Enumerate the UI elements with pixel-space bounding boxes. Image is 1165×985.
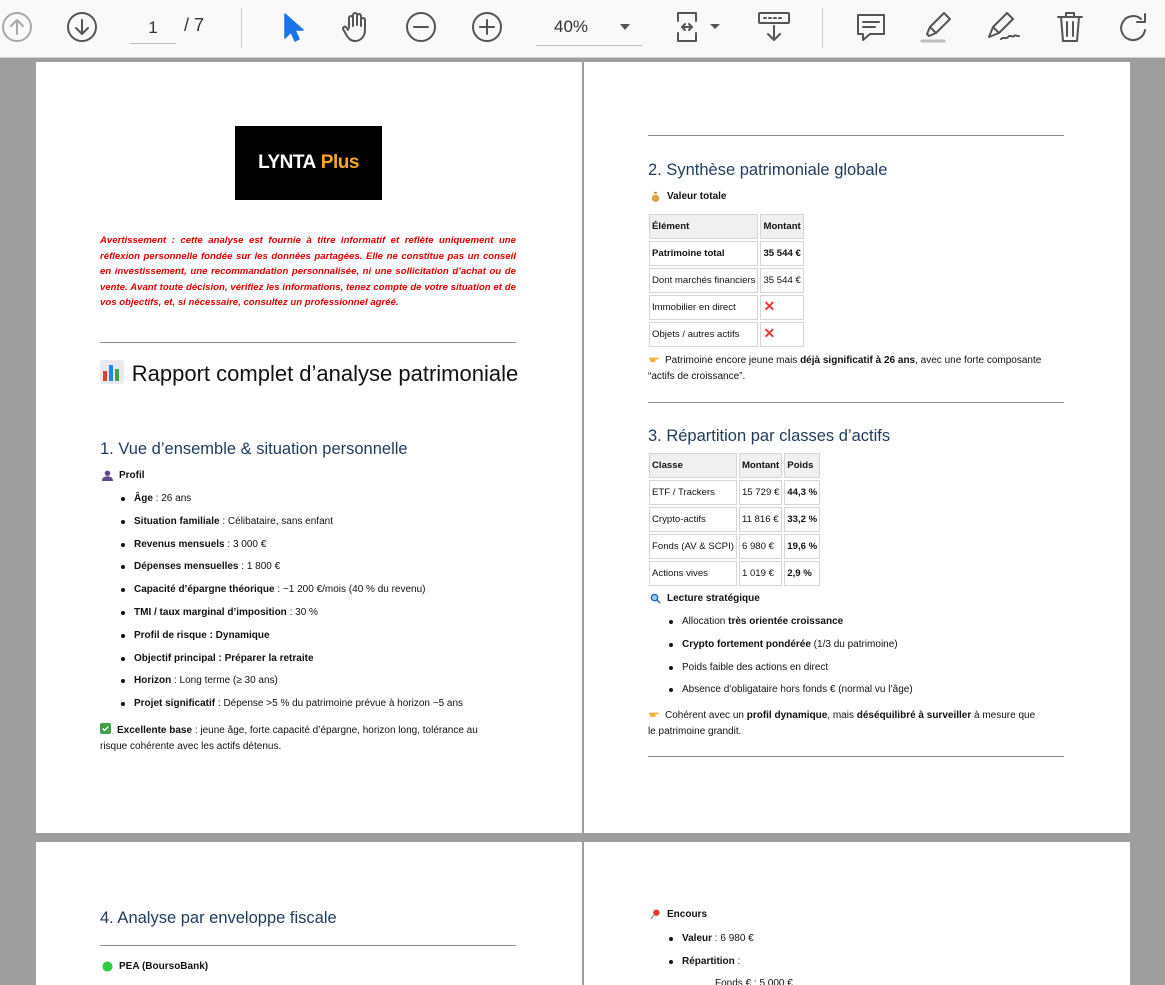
pointing-hand-icon	[648, 708, 659, 719]
table-cell	[760, 322, 803, 347]
highlighter-icon	[918, 9, 954, 45]
table-header-cell: Classe	[649, 453, 737, 478]
pea-subheading	[102, 961, 208, 972]
profil-item-label: Âge	[134, 493, 153, 504]
pdf-page-4	[584, 842, 1130, 985]
table-row	[649, 561, 820, 586]
hand-icon	[338, 9, 374, 45]
lecture-item-bold: Crypto fortement pondérée	[682, 638, 811, 650]
conclusion-text-line2: risque cohérente avec les actifs détenus.	[100, 740, 282, 752]
chevron-down-icon	[620, 24, 630, 30]
comment-button[interactable]	[853, 6, 889, 48]
table-cell: Dont marchés financiers	[649, 268, 758, 293]
item-label: Valeur	[682, 933, 713, 944]
comment-icon	[854, 10, 888, 44]
lecture-item-bold: très orientée croissance	[728, 616, 844, 627]
note-text-line2: le patrimoine grandit.	[648, 725, 742, 737]
table-row	[649, 534, 820, 559]
table-cell: 35 544 €	[760, 268, 803, 293]
green-circle-icon	[102, 961, 113, 972]
profil-item-value: : Long terme (≥ 30 ans)	[171, 675, 278, 687]
magnifier-icon	[650, 593, 661, 604]
profil-conclusion	[100, 723, 520, 754]
table-cell: 35 544 €	[760, 241, 803, 266]
table-cell: ETF / Trackers	[649, 480, 737, 505]
profil-subheading	[102, 470, 145, 481]
table-row	[649, 241, 804, 266]
table-row	[649, 295, 804, 320]
item-label: Répartition	[682, 956, 735, 967]
table-cell: 2,9 %	[784, 561, 820, 586]
encours-item-repartition	[682, 956, 740, 967]
table-cell: Immobilier en direct	[649, 295, 758, 320]
zoom-out-button[interactable]	[403, 6, 439, 48]
profil-item	[134, 516, 333, 527]
zoom-in-button[interactable]	[469, 6, 505, 48]
table-cell: Crypto-actifs	[649, 507, 737, 532]
valeur-note	[648, 353, 1068, 384]
profil-item-value: : Célibataire, sans enfant	[219, 515, 333, 527]
user-icon	[102, 470, 113, 481]
disclaimer-text: Avertissement : cette analyse est fournie à titre informatif et reflète uniquement une réflexion personnelle fondée sur les données partagées. Elle ne constitue pas un conseil en investissement, une recommandation personnalisée, ni une sollicitation d’achat ou de vente. Avant toute décision, vérifiez les informations, tenez compte de votre situation et de vos objectifs, et, si nécessaire, consultez un professionnel agréé.	[100, 235, 516, 308]
note-text: Cohérent avec un	[665, 710, 747, 721]
arrow-down-circle-icon	[66, 11, 98, 43]
divider	[648, 402, 1064, 403]
profil-item	[134, 630, 270, 641]
next-page-button[interactable]	[64, 6, 100, 48]
pea-label: PEA (BoursoBank)	[119, 961, 209, 972]
bar-chart-icon	[100, 360, 124, 384]
valeur-label: Valeur totale	[667, 191, 727, 202]
lynta-plus-logo	[235, 126, 382, 200]
encours-subheading	[650, 909, 707, 920]
divider	[648, 135, 1064, 136]
section-4-heading: 4. Analyse par enveloppe fiscale	[100, 909, 337, 927]
lecture-item	[682, 616, 843, 627]
scroll-mode-button[interactable]	[755, 6, 793, 48]
pushpin-icon	[650, 909, 661, 920]
trash-icon	[1054, 9, 1086, 45]
profil-item-label: Profil de risque : Dynamique	[134, 629, 270, 641]
profil-item-value: : Dépense >5 % du patrimoine prévue à horizon ~5 ans	[215, 698, 464, 710]
table-cell: 44,3 %	[784, 480, 820, 505]
table-cell: Actions vives	[649, 561, 737, 586]
table-row	[649, 268, 804, 293]
profil-item-label: Objectif principal : Préparer la retraite	[134, 652, 314, 664]
document-title	[96, 358, 522, 390]
note-bold: déséquilibré à surveiller	[856, 710, 972, 721]
zoom-value: 40%	[554, 16, 589, 36]
highlight-button[interactable]	[917, 6, 955, 48]
profil-item-label: Horizon	[134, 675, 172, 687]
table-cell: 6 980 €	[739, 534, 782, 559]
lecture-item-text: Poids faible des actions en direct	[682, 661, 829, 673]
page-scroll-icon	[756, 9, 792, 45]
profil-item	[134, 539, 266, 550]
table-cell: 15 729 €	[739, 480, 782, 505]
profil-label: Profil	[119, 470, 145, 481]
divider	[648, 756, 1064, 757]
profil-item-label: Dépenses mensuelles	[134, 561, 239, 573]
select-tool-button[interactable]	[274, 6, 308, 48]
profil-item-label: Capacité d’épargne théorique	[134, 584, 275, 596]
profil-item-label: Revenus mensuels	[134, 538, 225, 550]
page-total: / 7	[184, 15, 205, 35]
redo-icon	[1117, 10, 1151, 44]
lecture-item-text: Absence d’obligataire hors fonds € (normal vu l’âge)	[682, 684, 913, 696]
table-row	[649, 507, 820, 532]
pdf-page-2	[584, 62, 1130, 833]
page-number-input[interactable]	[130, 12, 176, 44]
table-cell: 11 816 €	[739, 507, 782, 532]
plus-circle-icon	[471, 11, 503, 43]
section-3-heading: 3. Répartition par classes d’actifs	[648, 427, 891, 445]
note-text: , mais	[827, 710, 857, 721]
item-value: : 6 980 €	[712, 933, 754, 944]
redo-button[interactable]	[1116, 6, 1152, 48]
lecture-item	[682, 684, 913, 695]
pointing-hand-icon	[648, 353, 659, 364]
item-value: :	[734, 956, 741, 967]
note-text: , avec une forte composante	[915, 355, 1042, 366]
table-cell: 19,6 %	[784, 534, 820, 559]
pdf-page-1	[36, 62, 582, 833]
table-header-cell: Montant	[760, 214, 803, 239]
sign-button[interactable]	[982, 6, 1022, 48]
conclusion-text: : jeune âge, forte capacité d’épargne, horizon long, tolérance au	[192, 725, 478, 736]
table-cell: 33,2 %	[784, 507, 820, 532]
profil-item	[134, 675, 278, 686]
logo-text: LYNTA	[258, 152, 316, 173]
table-header-cell: Poids	[784, 453, 820, 478]
note-bold: déjà significatif à 26 ans	[800, 355, 916, 366]
lecture-item	[682, 662, 828, 673]
logo-accent-text: Plus	[320, 152, 359, 173]
lecture-item-text: (1/3 du patrimoine)	[810, 638, 898, 650]
note-text: Patrimoine encore jeune mais	[665, 355, 801, 366]
lecture-item	[682, 639, 898, 650]
zoom-select[interactable]	[536, 8, 642, 46]
toolbar-divider	[822, 8, 823, 48]
note-text-line2: “actifs de croissance”.	[648, 370, 746, 382]
title-text: Rapport complet d’analyse patrimoniale	[131, 361, 519, 386]
pdf-page-3	[36, 842, 582, 985]
note-bold: profil dynamique	[746, 710, 828, 721]
delete-button[interactable]	[1052, 6, 1088, 48]
table-header-cell: Élément	[649, 214, 758, 239]
minus-circle-icon	[405, 11, 437, 43]
lecture-note	[648, 708, 1072, 739]
profil-item	[134, 493, 191, 504]
table-cell: 1 019 €	[739, 561, 782, 586]
profil-item-value: : 1 800 €	[238, 561, 281, 573]
profil-item-label: Projet significatif	[134, 698, 216, 710]
check-mark-icon	[100, 723, 111, 734]
toolbar-divider	[241, 8, 242, 48]
cross-mark-icon: ✕	[763, 298, 776, 314]
signature-pen-icon	[983, 9, 1021, 45]
cross-mark-icon: ✕	[763, 325, 776, 341]
divider	[100, 342, 516, 343]
profil-item-value: : ~1 200 €/mois (40 % du revenu)	[274, 584, 426, 596]
profil-item-value: : 26 ans	[152, 493, 192, 504]
table-row	[649, 322, 804, 347]
lecture-item-text: Allocation	[682, 616, 729, 627]
table-header-cell: Montant	[739, 453, 782, 478]
lecture-subheading	[650, 593, 760, 604]
profil-item	[134, 607, 318, 618]
profil-item	[134, 561, 280, 572]
repartition-table	[647, 451, 822, 588]
encours-item-valeur	[682, 933, 754, 944]
arrow-up-circle-icon	[1, 11, 33, 43]
profil-item	[134, 698, 463, 709]
table-row	[649, 480, 820, 505]
divider	[100, 945, 516, 946]
page-fit-icon	[670, 9, 726, 45]
profil-item	[134, 653, 314, 664]
page-fit-button[interactable]	[670, 6, 726, 48]
money-bag-icon	[650, 191, 661, 202]
profil-item	[134, 584, 426, 595]
hand-tool-button[interactable]	[336, 6, 376, 48]
profil-item-label: TMI / taux marginal d’imposition	[134, 607, 287, 618]
valeur-table	[647, 212, 806, 349]
table-cell: Fonds (AV & SCPI)	[649, 534, 737, 559]
encours-label: Encours	[667, 909, 708, 920]
section-2-heading: 2. Synthèse patrimoniale globale	[648, 161, 888, 179]
table-cell: Objets / autres actifs	[649, 322, 758, 347]
repartition-sub-item: Fonds € : 5 000 €	[715, 978, 793, 985]
conclusion-bold: Excellente base	[117, 725, 193, 736]
table-cell	[760, 295, 803, 320]
profil-item-label: Situation familiale	[134, 515, 220, 527]
lecture-label: Lecture stratégique	[667, 593, 760, 604]
profil-item-value: : 3 000 €	[224, 538, 267, 550]
section-1-heading: 1. Vue d’ensemble & situation personnelle	[100, 440, 408, 458]
table-cell: Patrimoine total	[649, 241, 758, 266]
previous-page-button[interactable]	[0, 6, 34, 48]
profil-item-value: : 30 %	[286, 607, 318, 618]
note-text: à mesure que	[971, 710, 1036, 721]
valeur-subheading	[650, 191, 726, 202]
pdf-toolbar	[0, 0, 1165, 58]
cursor-arrow-icon	[277, 10, 305, 44]
